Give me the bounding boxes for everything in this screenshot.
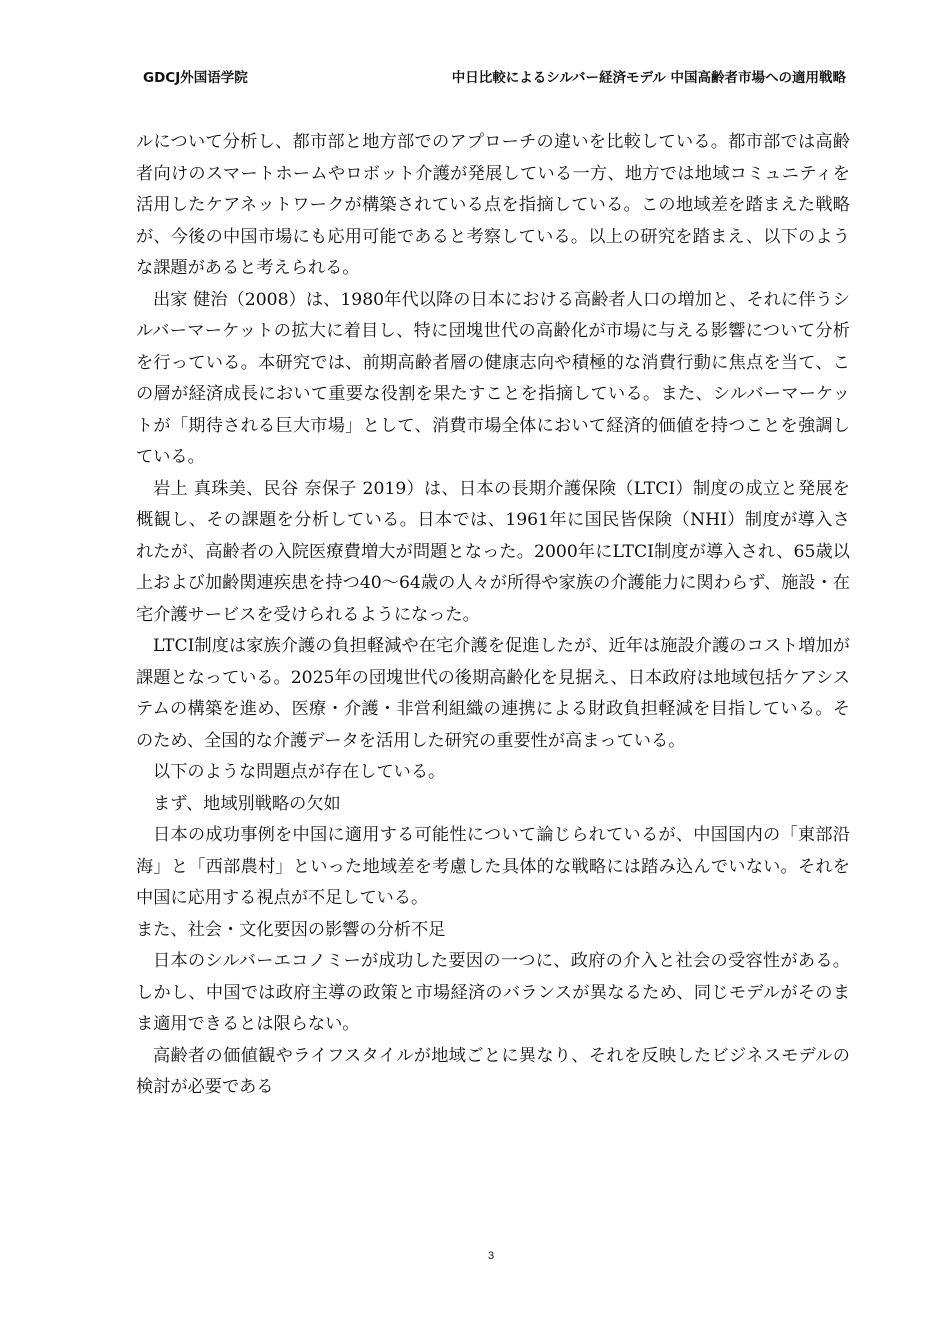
body-text (136, 127, 850, 1104)
paragraph-dekeya: 出家 健治（2008）は、1980年代以降の日本における高齢者人口の増加と、それに伴うシルバーマーケットの拡大に着目し、特に団塊世代の高齢化が市場に与える影響について分析を行っている。本研究では、前期高齢者層の健康志向や積極的な消費行動に焦点を当て、この層が経済成長において重要な役割を果たすことを指摘している。また、シルバーマーケットが「期待される巨大市場」として、消費市場全体において経済的価値を持つことを強調している。 (136, 289, 850, 467)
paragraph-problem-1-heading: まず、地域別戦略の欠如 (153, 793, 341, 814)
paragraph-problem-2-body: 日本のシルバーエコノミーが成功した要因の一つに、政府の介入と社会の受容性がある。しかし、中国では政府主導の政策と市場経済のバランスが異なるため、同じモデルがそのまま適用できるとは限らない。 (136, 951, 850, 1034)
page-number: 3 (487, 1250, 495, 1262)
paragraph-problem-2-heading: また、社会・文化要因の影響の分析不足 (136, 919, 446, 940)
header-institution: GDCJ外国语学院 (143, 70, 248, 86)
paragraph-problems-intro: 以下のような問題点が存在している。 (153, 762, 446, 782)
paragraph-continued: ルについて分析し、都市部と地方部でのアプローチの違いを比較している。都市部では高齢者向けのスマートホームやロボット介護が発展している一方、地方では地域コミュニティを活用したケアネットワークが構築されている点を指摘している。この地域差を踏まえた戦略が、今後の中国市場にも応用可能であると考察している。以上の研究を踏まえ、以下のような課題があると考えられる。 (136, 132, 850, 278)
paragraph-iwakami: 岩上 真珠美、民谷 奈保子 2019）は、日本の長期介護保険（LTCI）制度の成立と発展を概観し、その課題を分析している。日本では、1961年に国民皆保険（NHI）制度が導入されたが、高齢者の入院医療費増大が問題となった。2000年にLTCI制度が導入され、65歳以上および加齢関連疾患を持つ40～64歳の人々が所得や家族の介護能力に関わらず、施設・在宅介護サービスを受けられるようになった。 (136, 478, 850, 625)
header-title: 中日比較によるシルバー経済モデル 中国高齢者市場への適用戦略 (451, 70, 846, 86)
paragraph-conclusion: 高齢者の価値観やライフスタイルが地域ごとに異なり、それを反映したビジネスモデルの検討が必要である (136, 1045, 850, 1097)
paragraph-problem-1-body: 日本の成功事例を中国に適用する可能性について論じられているが、中国国内の「東部沿海」と「西部農村」といった地域差を考慮した具体的な戦略には踏み込んでいない。それを中国に応用する視点が不足している。 (136, 825, 850, 908)
paragraph-ltci: LTCI制度は家族介護の負担軽減や在宅介護を促進したが、近年は施設介護のコスト増加が課題となっている。2025年の団塊世代の後期高齢化を見据え、日本政府は地域包括ケアシステムの構築を進め、医療・介護・非営利組織の連携による財政負担軽減を目指している。そのため、全国的な介護データを活用した研究の重要性が高まっている。 (136, 636, 850, 751)
